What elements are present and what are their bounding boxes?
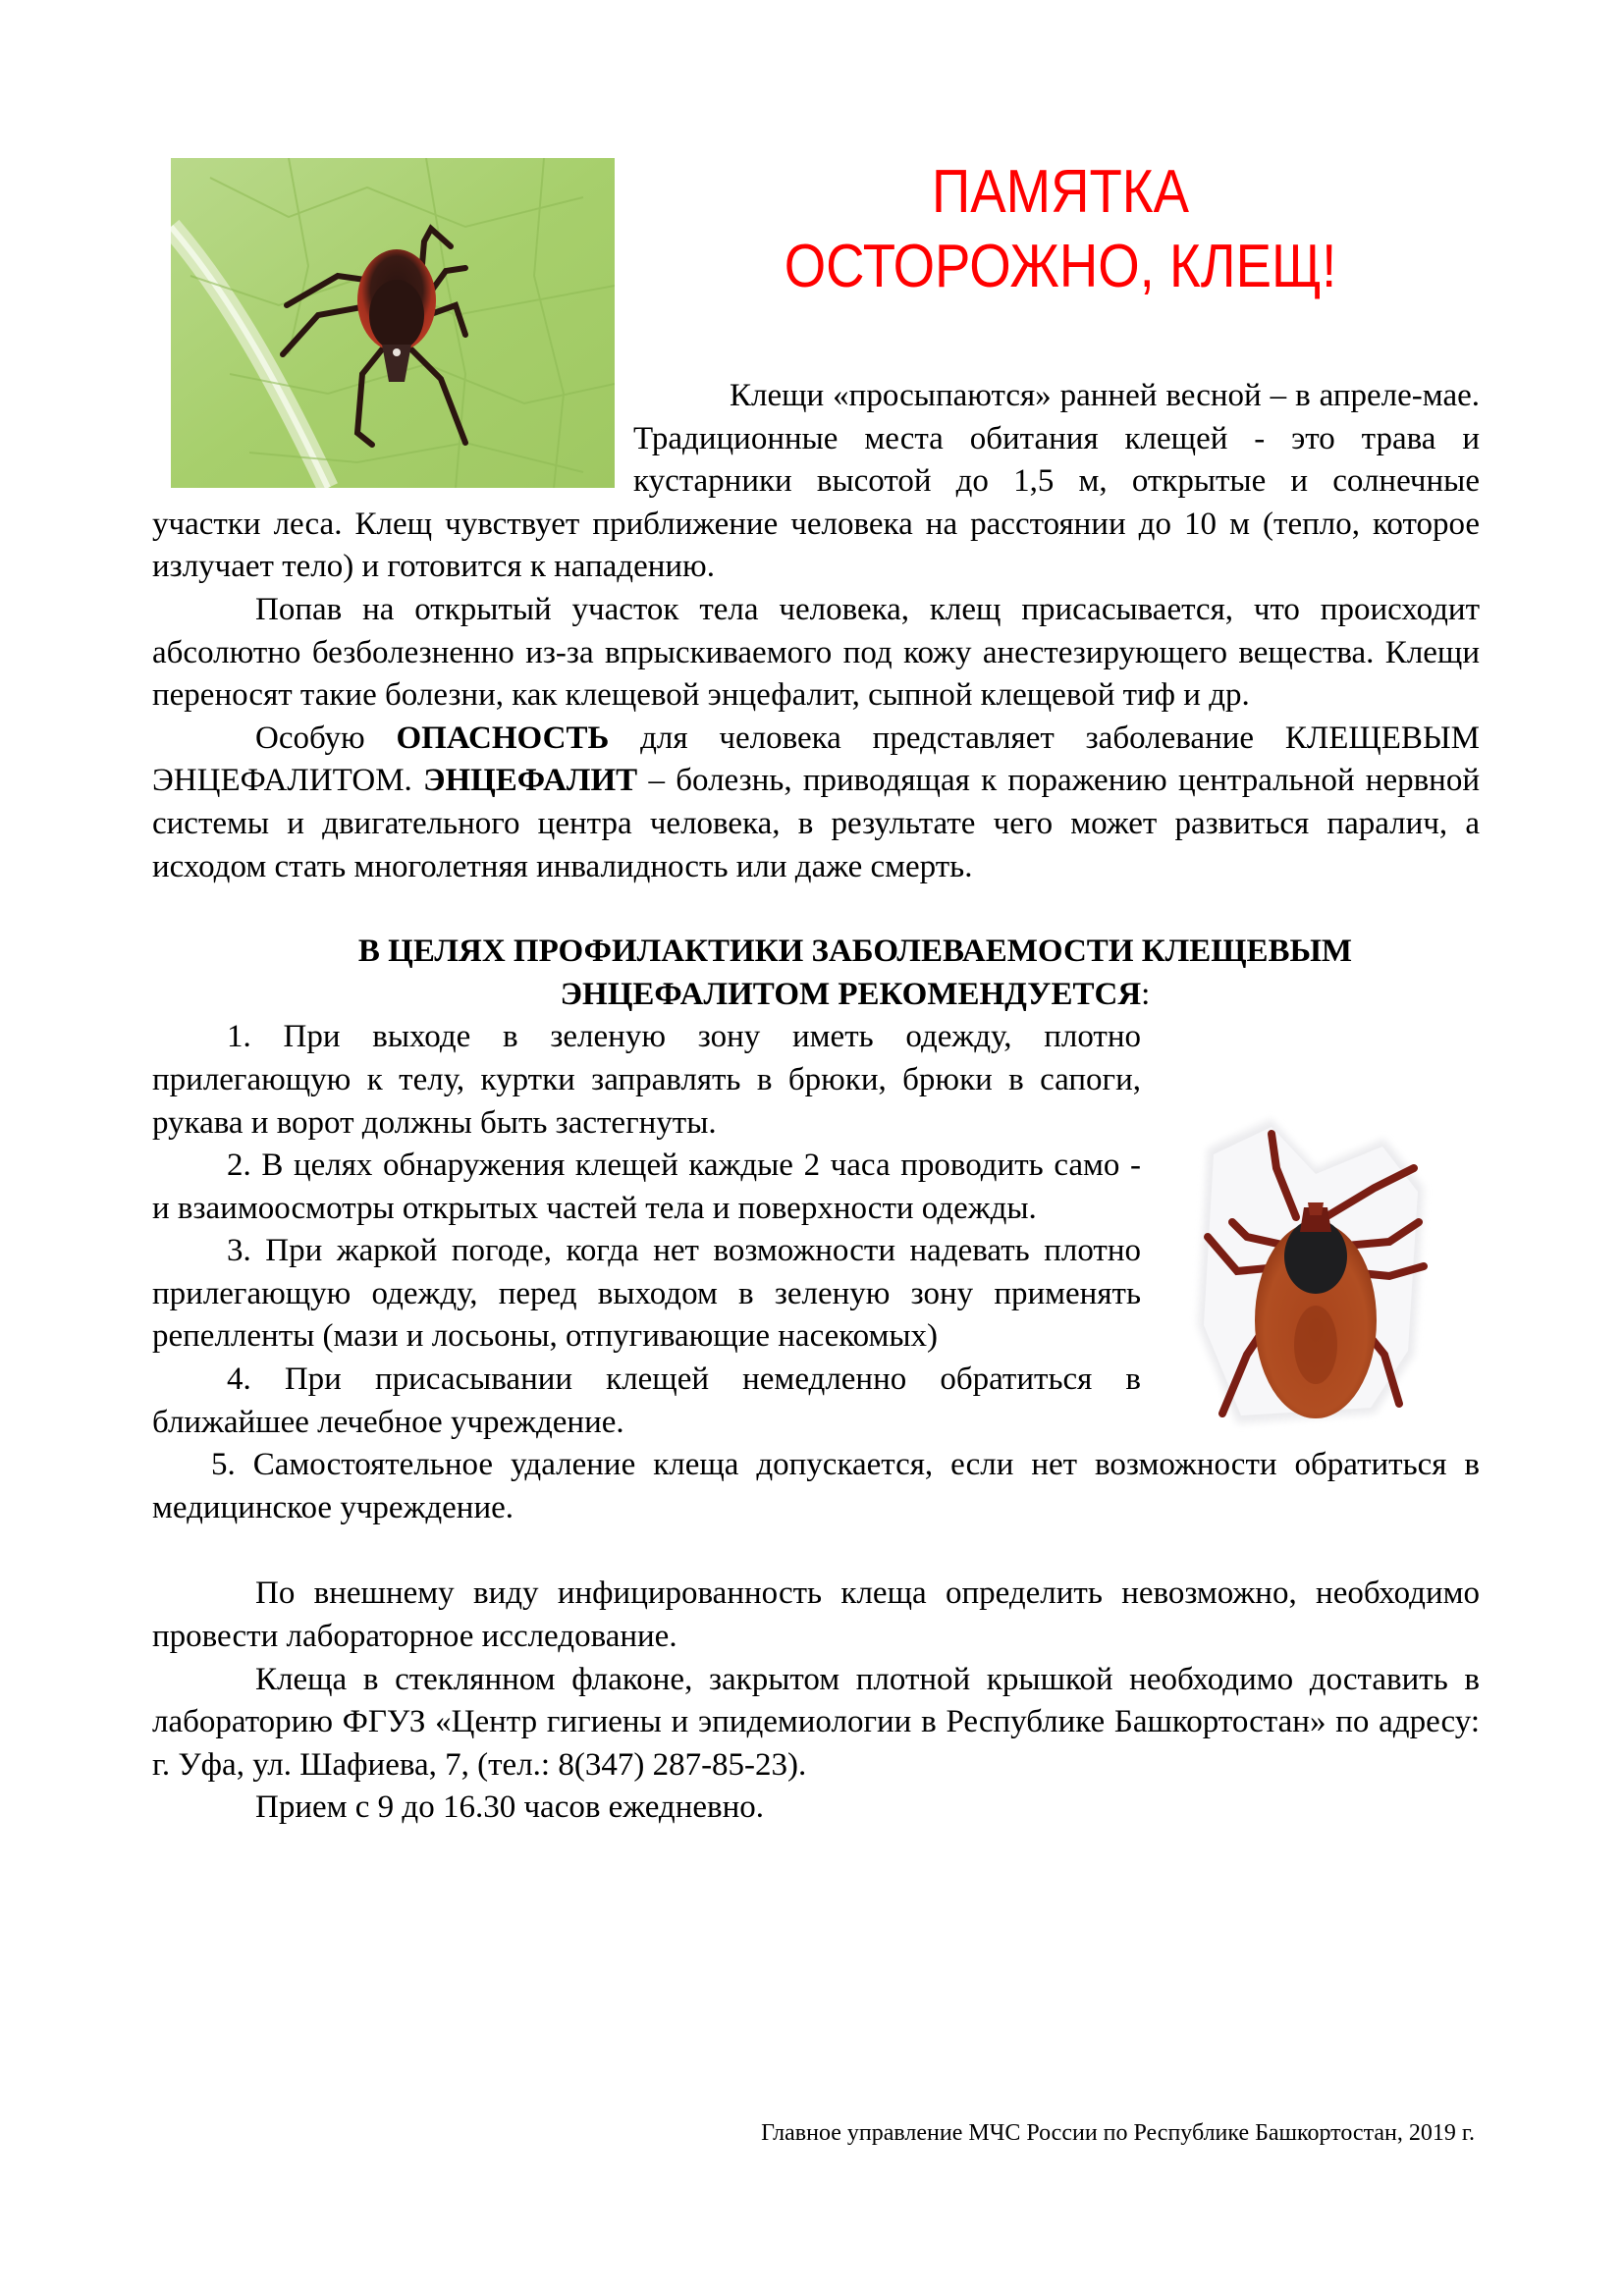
page-title bbox=[680, 155, 1440, 304]
title-line-2: ОСТОРОЖНО, КЛЕЩ! bbox=[784, 233, 1337, 300]
recommendation-item-3: 3. При жаркой погоде, когда нет возможности надевать плотно прилегающую одежду, перед выходом в зеленую зону применять репелленты (мази и лосьоны, отпугивающие насекомых) bbox=[152, 1233, 1141, 1355]
closing-paragraph-2: Клеща в стеклянном флаконе, закрытом плотной крышкой необходимо доставить в лабораторию ФГУЗ «Центр гигиены и эпидемиологии в Республике Башкортостан» по адресу: г. Уфа, ул. Шафиева, 7, (тел.: 8(347) 287-85-23). bbox=[152, 1661, 1480, 1783]
document-body bbox=[152, 375, 1480, 1830]
closing-paragraph-3: Прием с 9 до 16.30 часов ежедневно. bbox=[255, 1789, 764, 1826]
intro-paragraph-1: Клещи «просыпаются» ранней весной – в апреле-мае. Традиционные места обитания клещей - это трава и кустарники высотой до 1,5 м, открытые и солнечные участки леса. Клещ чувствует приближение человека на расстоянии до 10 м (тепло, которое излучает тело) и готовится к нападению. bbox=[152, 378, 1480, 585]
encephalitis-emphasis: ЭНЦЕФАЛИТ bbox=[423, 763, 638, 799]
recommendation-item-1: 1. При выходе в зеленую зону иметь одежду, плотно прилегающую к телу, куртки заправлять в брюки, брюки в сапоги, рукава и ворот должны быть застегнуты. bbox=[152, 1019, 1141, 1141]
image-1-spacer bbox=[152, 365, 633, 485]
recommendations-heading: В ЦЕЛЯХ ПРОФИЛАКТИКИ ЗАБОЛЕВАЕМОСТИ КЛЕЩЕВЫМ ЭНЦЕФАЛИТОМ РЕКОМЕНДУЕТСЯ: bbox=[357, 934, 1353, 1012]
footer-credit: Главное управление МЧС России по Республике Башкортостан, 2019 г. bbox=[761, 2120, 1475, 2146]
title-line-1: ПАМЯТКА bbox=[932, 158, 1189, 226]
closing-paragraph-1: По внешнему виду инфицированность клеща определить невозможно, необходимо провести лабораторное исследование. bbox=[152, 1575, 1480, 1655]
intro-paragraph-3: Особую ОПАСНОСТЬ для человека представляет заболевание КЛЕЩЕВЫМ ЭНЦЕФАЛИТОМ. ЭНЦЕФАЛИТ – болезнь, приводящая к поражению центральной нервной системы и двигательного центра человека, в результате чего может развиться паралич, а исходом стать многолетняя инвалидность или даже смерть. bbox=[152, 720, 1481, 884]
recommendation-item-2: 2. В целях обнаружения клещей каждые 2 часа проводить само - и взаимоосмотры открытых частей тела и поверхности одежды. bbox=[152, 1148, 1141, 1226]
recommendation-item-4: 4. При присасывании клещей немедленно обратиться в ближайшее лечебное учреждение. bbox=[152, 1362, 1141, 1440]
spacer bbox=[152, 888, 1480, 931]
intro-paragraph-2: Попав на открытый участок тела человека, клещ присасывается, что происходит абсолютно безболезненно из-за впрыскиваемого под кожу анестезирующего вещества. Клещи переносят такие болезни, как клещевой энцефалит, сыпной клещевой тиф и др. bbox=[152, 591, 1480, 714]
spacer bbox=[152, 1529, 1480, 1573]
tick-closeup-photo bbox=[1178, 1109, 1443, 1443]
recommendation-item-5: 5. Самостоятельное удаление клеща допускается, если нет возможности обратиться в медицинское учреждение. bbox=[152, 1447, 1480, 1525]
danger-emphasis: ОПАСНОСТЬ bbox=[396, 720, 610, 756]
